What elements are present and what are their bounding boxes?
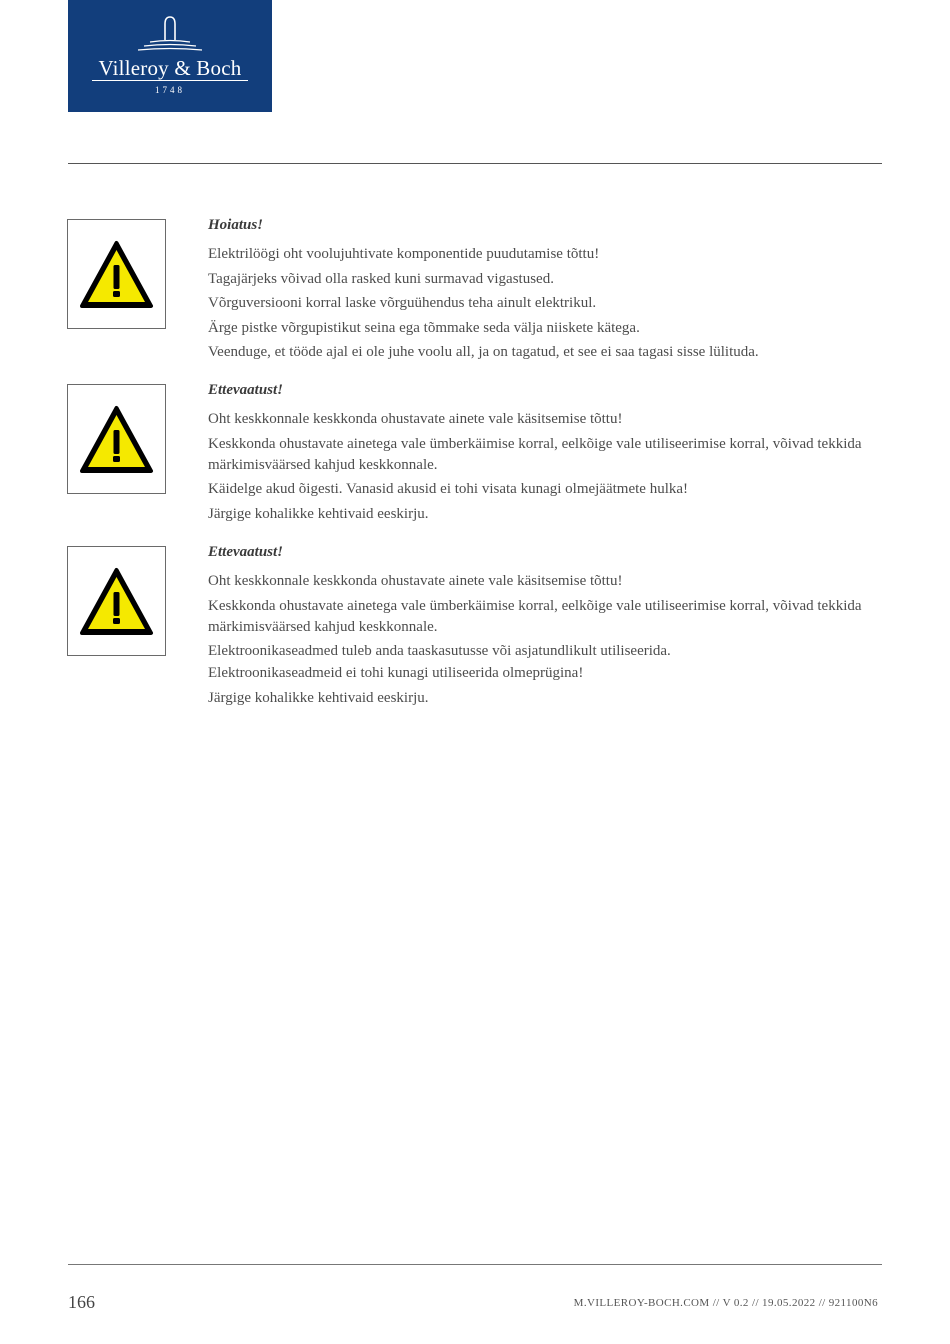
warning-icon-box xyxy=(67,546,166,656)
warning-line: Elektroonikaseadmeid ei tohi kunagi utiliseerida olmeprügina! xyxy=(208,665,584,681)
warning-line: Elektrilöögi oht voolujuhtivate komponentide puudutamise tõttu! xyxy=(208,246,600,262)
warning-triangle-icon xyxy=(79,405,154,474)
warning-title: Hoiatus! xyxy=(208,217,264,233)
header-divider xyxy=(68,163,882,164)
warning-line: Järgige kohalikke kehtivaid eeskirju. xyxy=(208,505,429,522)
warning-line: Keskkonda ohustavate ainetega vale ümberkäimise korral, eelkõige vale utiliseerimise korral, võivad tekkida märkimisväärsed kahjud keskkonnale. xyxy=(208,597,862,635)
warning-line: Veenduge, et tööde ajal ei ole juhe voolu all, ja on tagatud, et see ei saa tagasi sisse lülituda. xyxy=(208,344,759,360)
warning-line: Oht keskkonnale keskkonda ohustavate ainete vale käsitsemise tõttu! xyxy=(208,411,623,427)
bathtub-logo-icon xyxy=(130,12,210,54)
page-number: 166 xyxy=(68,1292,95,1312)
warning-icon-box xyxy=(67,219,166,329)
warning-line: Elektroonikaseadmed tuleb anda taaskasutusse või asjatundlikult utiliseerida. xyxy=(208,643,671,659)
warning-line: Oht keskkonnale keskkonda ohustavate ainete vale käsitsemise tõttu! xyxy=(208,573,623,589)
warning-title: Ettevaatust! xyxy=(208,544,284,560)
footer-divider xyxy=(68,1264,882,1265)
warning-triangle-icon xyxy=(79,240,154,309)
warning-title: Ettevaatust! xyxy=(208,382,284,398)
warning-line: Käidelge akud õigesti. Vanasid akusid ei tohi visata kunagi olmejäätmete hulka! xyxy=(208,481,689,497)
warning-line: Tagajärjeks võivad olla rasked kuni surmavad vigastused. xyxy=(208,270,554,287)
warning-line: Ärge pistke võrgupistikut seina ega tõmmake seda välja niiskete kätega. xyxy=(208,319,640,336)
brand-year: 1748 xyxy=(155,85,185,95)
brand-name: Villeroy & Boch xyxy=(98,56,242,80)
warning-line: Järgige kohalikke kehtivaid eeskirju. xyxy=(208,689,429,706)
footer-document-info: M.VILLEROY-BOCH.COM // V 0.2 // 19.05.2022 // 921100N6 xyxy=(573,1297,878,1309)
warning-icon-box xyxy=(67,384,166,494)
warning-triangle-icon xyxy=(79,567,154,636)
brand-logo xyxy=(68,0,272,112)
brand-underline xyxy=(92,80,248,81)
warning-line: Võrguversiooni korral laske võrguühendus teha ainult elektrikul. xyxy=(208,295,597,311)
warning-line: Keskkonda ohustavate ainetega vale ümberkäimise korral, eelkõige vale utiliseerimise korral, võivad tekkida märkimisväärsed kahjud keskkonnale. xyxy=(208,435,862,473)
